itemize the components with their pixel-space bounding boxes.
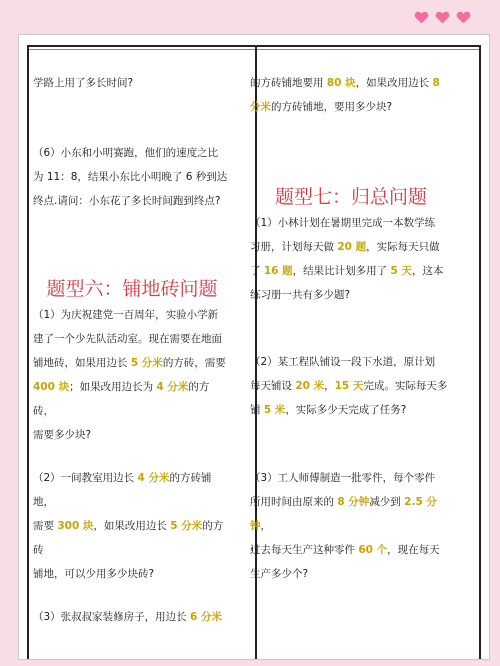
text-segment: 需要 <box>33 520 58 532</box>
heart-icon <box>436 12 449 24</box>
highlight-number: 5 分米 <box>130 357 163 369</box>
text-segment: 习册，计划每天做 <box>250 241 338 253</box>
text-segment: ，现在每天 <box>387 544 440 556</box>
text-segment: ，实际每天只做 <box>366 241 440 253</box>
text-segment: ， <box>324 380 335 392</box>
highlight-number: 2.5 分钟 <box>250 496 437 532</box>
text-segment: ，实际多少天完成了任务? <box>285 404 407 416</box>
text-segment: 了 <box>250 265 264 277</box>
s7-problem-3 <box>250 466 452 586</box>
text-segment: 练习册一共有多少题? <box>250 289 351 301</box>
text-segment: 的方砖铺地，要用多少块? <box>271 101 393 113</box>
text-segment: （1）为庆祝建党一百周年，实验小学新 <box>33 309 219 321</box>
text-segment: 过去每天生产这种零件 <box>250 544 359 556</box>
text-segment: 的方砖， <box>33 381 210 417</box>
highlight-number: 60 个 <box>358 544 388 556</box>
text-segment: 铺 <box>250 404 264 416</box>
text-segment: （2）某工程队铺设一段下水道，原计划 <box>250 356 436 368</box>
s7-problem-2 <box>250 350 452 422</box>
section-title-6: 题型六：铺地砖问题 <box>46 278 218 300</box>
s6-problem-2 <box>33 466 229 586</box>
text-segment: （3）张叔叔家装修房子，用边长 <box>33 611 191 623</box>
highlight-number: 5 分米 <box>170 520 203 532</box>
highlight-number: 6 分米 <box>190 611 222 623</box>
highlight-number: 400 块 <box>33 381 70 393</box>
top-rule-thin <box>27 49 481 50</box>
highlight-number: 5 天 <box>390 265 412 277</box>
left-carry-over <box>33 71 229 95</box>
s6-problem-1 <box>33 303 229 447</box>
section-title-7: 题型七：归总问题 <box>274 186 427 208</box>
section-title-7-wrap <box>250 184 452 210</box>
highlight-number: 8 分钟 <box>337 496 370 508</box>
text-segment: 生产多少个? <box>250 568 309 580</box>
highlight-number: 8 <box>432 77 440 89</box>
highlight-number: 4 分米 <box>137 472 170 484</box>
text-segment: ，如果改用边长 <box>355 77 433 89</box>
highlight-number: 300 块 <box>57 520 94 532</box>
text-segment: 学路上用了多长时间? <box>33 77 134 89</box>
section-title-6-wrap <box>33 276 231 302</box>
text-segment: 所用时间由原来的 <box>250 496 338 508</box>
left-rule <box>27 45 29 659</box>
highlight-number: 15 天 <box>334 380 364 392</box>
text-segment: ，这本 <box>411 265 444 277</box>
text-segment: 的方砖铺地要用 <box>250 77 327 89</box>
text-segment: 每天铺设 <box>250 380 296 392</box>
text-segment: （3）工人师傅制造一批零件，每个零件 <box>250 472 436 484</box>
highlight-number: 分米 <box>250 101 271 113</box>
heart-icon <box>457 12 470 24</box>
s6-problem-3 <box>33 605 229 629</box>
text-segment: 的方砖铺地， <box>33 472 212 508</box>
highlight-number: 4 分米 <box>156 381 189 393</box>
s7-problem-1 <box>250 211 452 307</box>
text-segment: 铺地，可以少用多少块砖? <box>33 568 155 580</box>
text-segment: （6）小东和小明赛跑，他们的速度之比 <box>33 147 219 159</box>
text-segment: （1）小林计划在暑期里完成一本数学练 <box>250 217 436 229</box>
text-segment: 的方砖，需要 <box>162 357 226 369</box>
text-segment: 为 11：8，结果小东比小明晚了 6 秒到达 <box>33 171 228 183</box>
right-rule <box>479 45 481 659</box>
highlight-number: 5 米 <box>263 404 286 416</box>
top-rule <box>27 45 481 47</box>
highlight-number: 80 块 <box>326 77 356 89</box>
right-carry-over <box>250 71 452 119</box>
highlight-number: 20 题 <box>337 241 367 253</box>
text-segment: ，结果比计划多用了 <box>292 265 391 277</box>
decoration-hearts <box>415 12 470 24</box>
text-segment: 建了一个少先队活动室。现在需要在地面 <box>33 333 222 345</box>
text-segment: 完成。实际每天多 <box>363 380 448 392</box>
heart-icon <box>415 12 428 24</box>
highlight-number: 16 题 <box>263 265 293 277</box>
highlight-number: 20 米 <box>295 380 325 392</box>
text-segment: ；如果改用边长为 <box>69 381 157 393</box>
problem-6 <box>33 141 229 213</box>
text-segment: 的方砖 <box>33 520 224 556</box>
text-segment: 需要多少块? <box>33 429 92 441</box>
text-segment: （2）一间教室用边长 <box>33 472 138 484</box>
text-segment: 铺地砖，如果用边长 <box>33 357 131 369</box>
text-segment: ， <box>260 520 271 532</box>
text-segment: 减少到 <box>369 496 405 508</box>
text-segment: ，如果改用边长 <box>93 520 171 532</box>
text-segment: 终点.请问：小东花了多长时间跑到终点? <box>33 195 221 207</box>
